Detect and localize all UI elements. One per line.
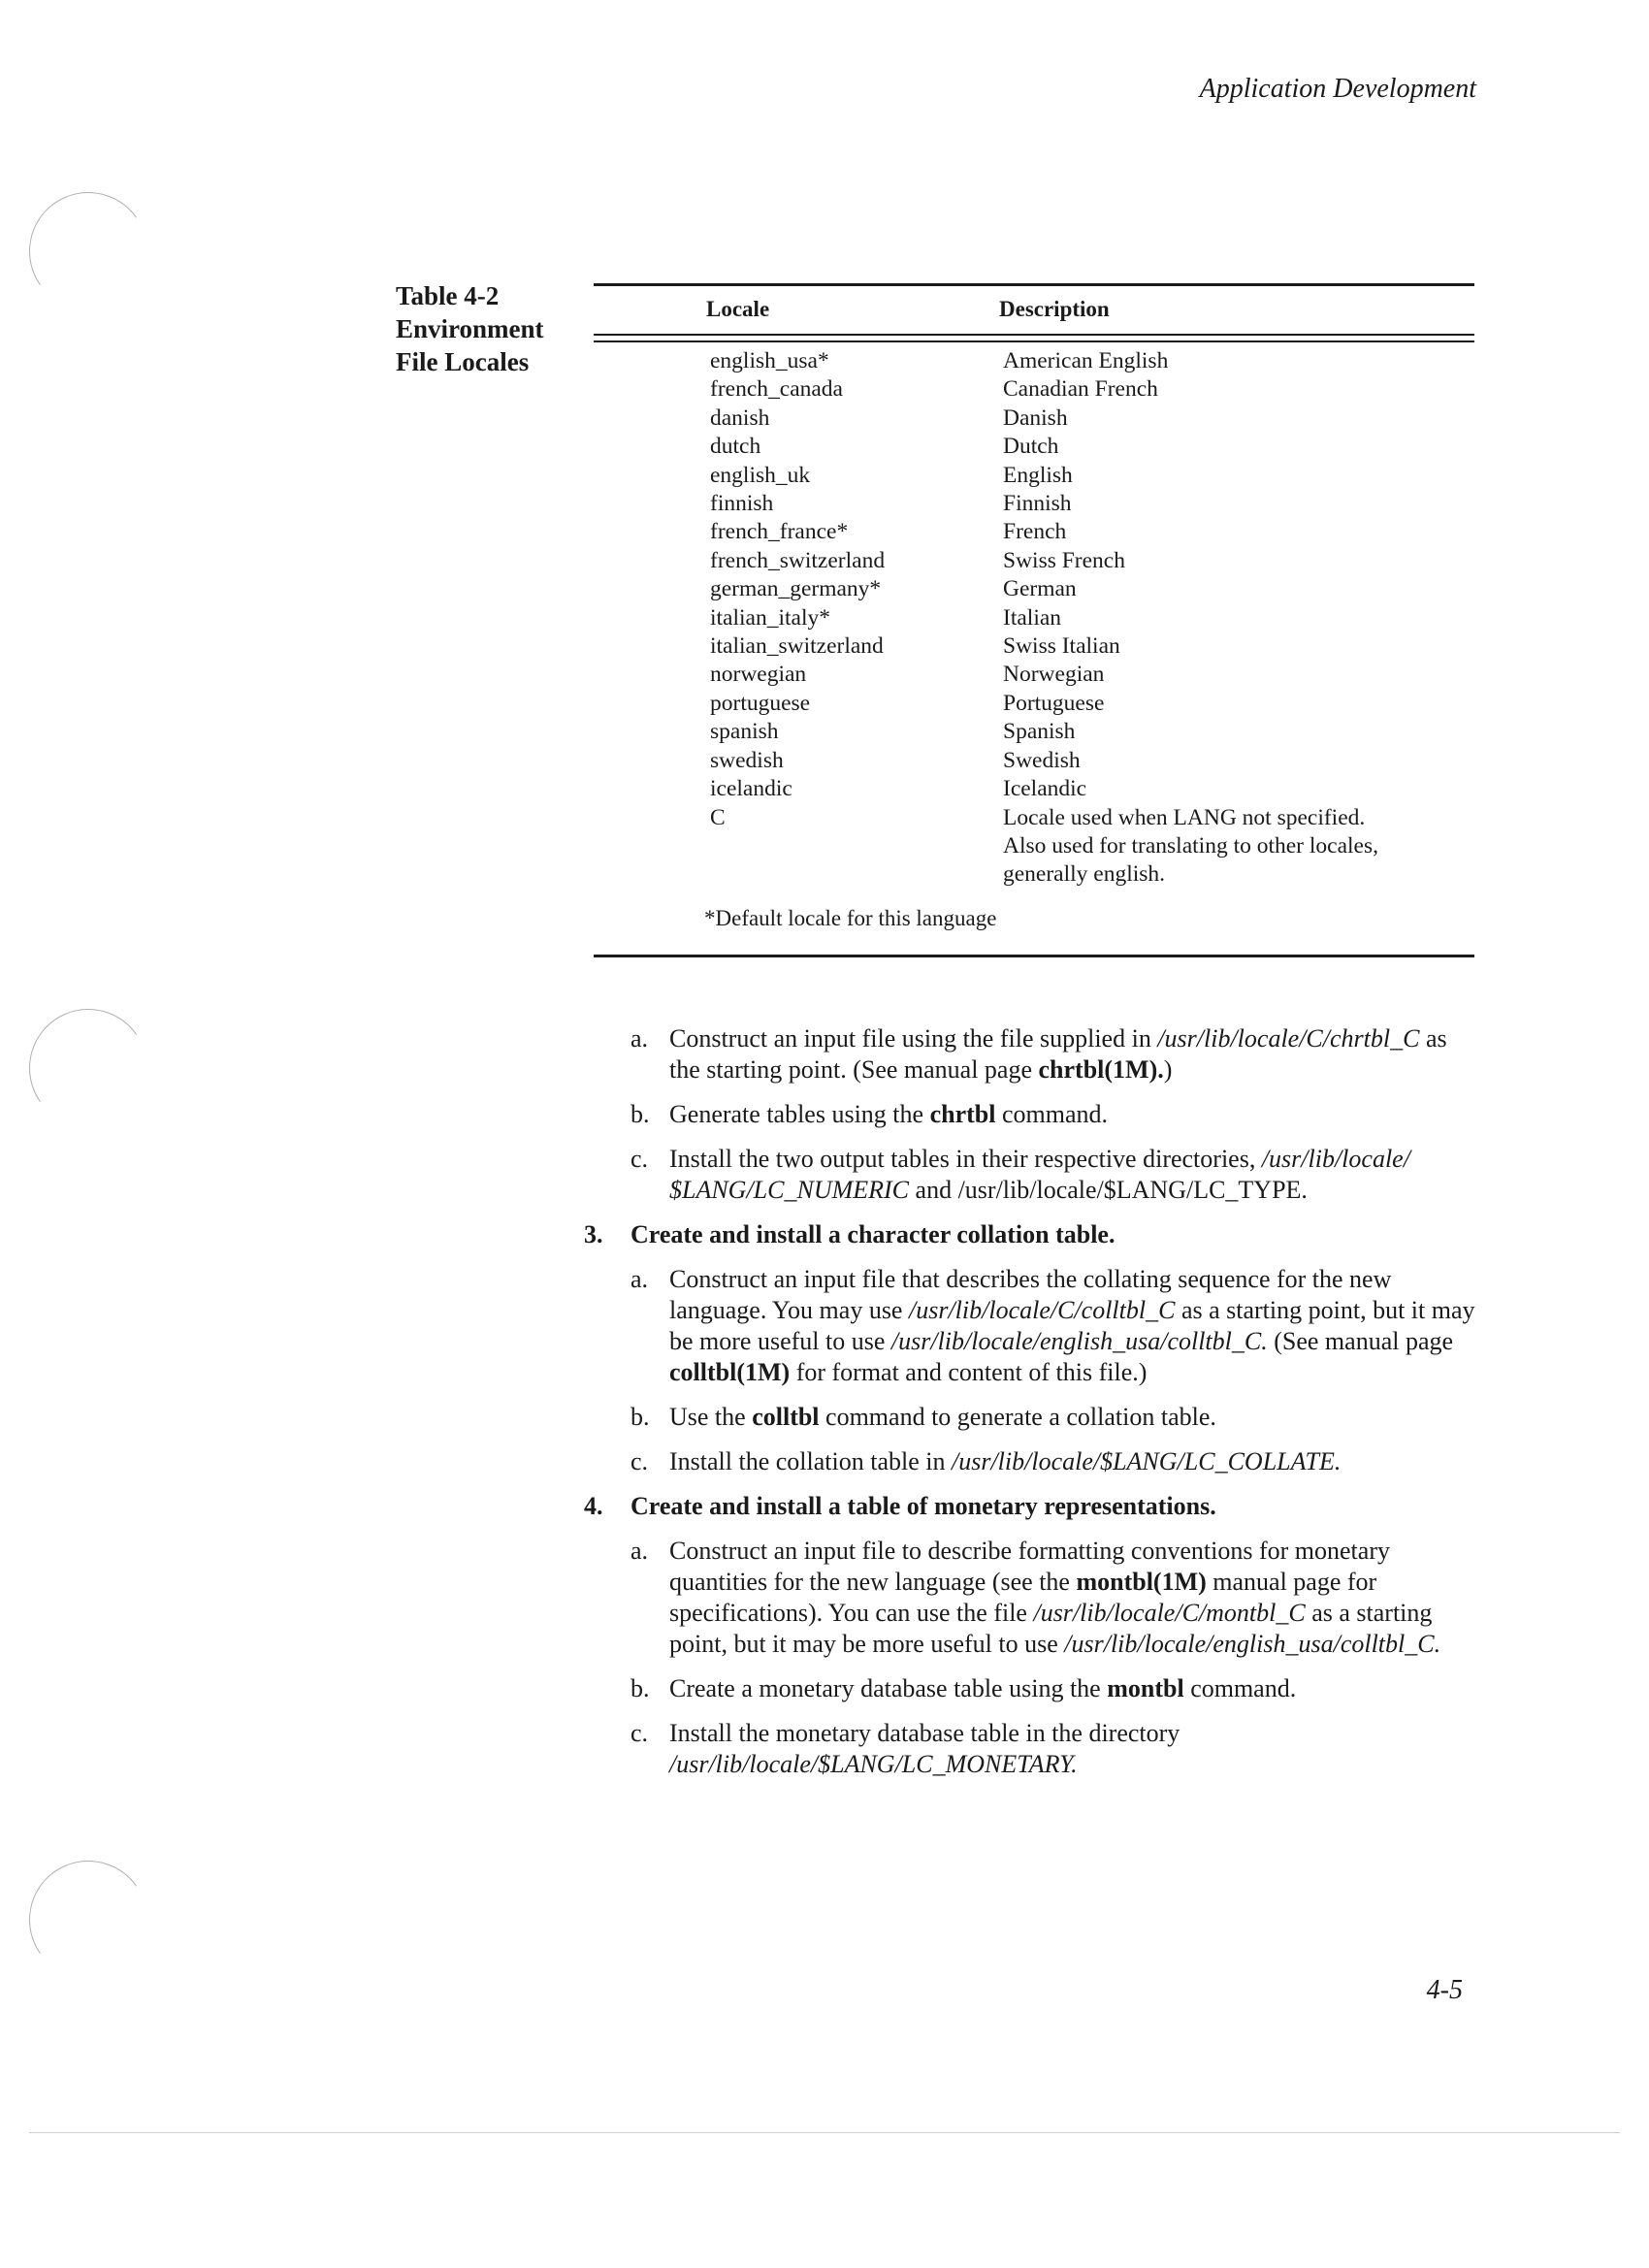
locale-cell: danish	[710, 405, 770, 431]
file-path: /usr/lib/locale/ $LANG/LC_NUMERIC	[669, 1145, 1410, 1204]
header-rule	[594, 340, 1474, 342]
step-text: command.	[995, 1100, 1108, 1128]
step-label: c.	[630, 1719, 649, 1747]
description-cell: French	[1003, 519, 1067, 545]
table-row	[710, 405, 1486, 433]
binder-hole-mark	[19, 999, 156, 1136]
locale-cell: english_usa*	[710, 348, 829, 373]
caption-line: Environment	[396, 314, 544, 343]
description-cell: German	[1003, 576, 1077, 602]
file-path: /usr/lib/locale/C/chrtbl_C	[1157, 1024, 1420, 1053]
locale-table-body	[710, 347, 1486, 890]
step-label: c.	[630, 1447, 649, 1475]
step-title: Create and install a character collation table.	[630, 1220, 1116, 1248]
file-path: /usr/lib/locale/$LANG/LC_MONETARY.	[669, 1750, 1078, 1778]
table-row	[710, 747, 1486, 775]
step-2a	[584, 1023, 1476, 1085]
locale-cell: C	[710, 804, 726, 830]
description-cell: Locale used when LANG not specified. Also used for translating to other locales, generally english.	[1003, 804, 1379, 888]
file-path: /usr/lib/locale/C/colltbl_C	[908, 1296, 1176, 1324]
description-cell: Portuguese	[1003, 690, 1105, 716]
table-row	[710, 604, 1486, 632]
step-text: command.	[1183, 1674, 1297, 1702]
description-cell: American English	[1003, 348, 1169, 373]
description-cell: Spanish	[1003, 719, 1076, 745]
step-4a	[584, 1536, 1476, 1660]
command-name: colltbl	[752, 1403, 820, 1431]
step-3b	[584, 1402, 1476, 1433]
step-text: Install the monetary database table in the directory	[669, 1719, 1180, 1747]
table-row	[710, 490, 1486, 518]
table-row	[710, 804, 1486, 890]
table-top-rule	[594, 283, 1474, 286]
step-text: for format and content of this file.)	[790, 1358, 1148, 1386]
column-header-locale: Locale	[706, 297, 770, 321]
step-3-heading	[584, 1219, 1476, 1250]
locale-cell: italian_italy*	[710, 604, 830, 631]
step-text: command to generate a collation table.	[819, 1403, 1216, 1431]
step-2b	[584, 1099, 1476, 1130]
locale-cell: norwegian	[710, 662, 807, 688]
locale-cell: french_switzerland	[710, 547, 886, 573]
description-cell: Swiss Italian	[1003, 633, 1120, 660]
step-label: a.	[630, 1537, 649, 1565]
locale-cell: french_canada	[710, 376, 843, 403]
running-header: Application Development	[1199, 74, 1476, 104]
file-path: /usr/lib/locale/english_usa/colltbl_C.	[890, 1327, 1268, 1355]
description-cell: Canadian French	[1003, 376, 1158, 403]
description-cell: Norwegian	[1003, 662, 1105, 688]
step-label: a.	[630, 1265, 649, 1293]
manual-page-ref: chrtbl(1M).	[1038, 1055, 1164, 1084]
table-footnote: *Default locale for this language	[704, 906, 997, 930]
step-title: Create and install a table of monetary representations.	[630, 1492, 1216, 1520]
table-bottom-rule	[594, 955, 1474, 957]
manual-page-ref: montbl(1M)	[1076, 1568, 1207, 1596]
step-text: and /usr/lib/locale/$LANG/LC_TYPE.	[909, 1176, 1308, 1204]
description-cell: Swedish	[1003, 747, 1081, 773]
table-row	[710, 718, 1486, 746]
step-label: c.	[630, 1145, 649, 1173]
step-text: Generate tables using the	[669, 1100, 930, 1128]
locale-cell: icelandic	[710, 776, 792, 802]
step-text: Use the	[669, 1403, 753, 1431]
step-text: Construct an input file that describes the collating sequence for the new language. You may use	[669, 1265, 1392, 1324]
table-row	[710, 775, 1486, 803]
step-text: (See manual page	[1267, 1327, 1454, 1355]
caption-line: Table 4-2	[396, 281, 500, 310]
description-cell: Swiss French	[1003, 547, 1125, 573]
step-text: Construct an input file to describe formatting conventions for monetary quantities for the new language (see the	[669, 1537, 1390, 1596]
table-row	[710, 347, 1486, 375]
step-number: 4.	[584, 1492, 603, 1520]
description-cell: Danish	[1003, 405, 1068, 431]
procedure-steps	[584, 1023, 1476, 1794]
step-3a	[584, 1264, 1476, 1388]
table-row	[710, 575, 1486, 603]
caption-line: File Locales	[396, 347, 530, 376]
step-text: as a starting point, but it may be more useful to use	[669, 1599, 1433, 1658]
locale-cell: italian_switzerland	[710, 633, 884, 660]
binder-hole-mark	[19, 182, 156, 319]
table-row	[710, 661, 1486, 689]
step-text: Install the collation table in	[669, 1447, 952, 1475]
command-name: montbl	[1107, 1674, 1184, 1702]
table-row	[710, 632, 1486, 661]
binder-hole-mark	[19, 1851, 156, 1988]
scan-edge-line	[29, 2132, 1620, 2133]
step-number: 3.	[584, 1220, 603, 1248]
locale-cell: french_france*	[710, 519, 849, 545]
locale-cell: english_uk	[710, 462, 811, 488]
description-cell: Dutch	[1003, 434, 1059, 460]
step-label: b.	[630, 1403, 650, 1431]
step-4-heading	[584, 1491, 1476, 1522]
page-number: 4-5	[1426, 1975, 1463, 2005]
table-row	[710, 433, 1486, 461]
description-cell: Italian	[1003, 604, 1062, 631]
step-label: b.	[630, 1100, 650, 1128]
locale-cell: portuguese	[710, 690, 811, 716]
locale-cell: german_germany*	[710, 576, 882, 602]
locale-cell: finnish	[710, 491, 774, 517]
description-cell: Icelandic	[1003, 776, 1087, 802]
table-row	[710, 375, 1486, 404]
file-path: /usr/lib/locale/$LANG/LC_COLLATE.	[951, 1447, 1342, 1475]
step-3c	[584, 1446, 1476, 1477]
locale-cell: dutch	[710, 434, 761, 460]
file-path: /usr/lib/locale/C/montbl_C	[1033, 1599, 1306, 1627]
step-text: )	[1163, 1055, 1173, 1084]
description-cell: Finnish	[1003, 491, 1072, 517]
locale-cell: swedish	[710, 747, 784, 773]
table-caption	[396, 279, 580, 378]
step-text: as the starting point. (See manual page	[669, 1024, 1447, 1084]
table-row	[710, 462, 1486, 490]
table-row	[710, 547, 1486, 575]
manual-page-ref: colltbl(1M)	[669, 1358, 791, 1386]
step-4c	[584, 1718, 1476, 1780]
column-header-description: Description	[999, 297, 1110, 321]
step-text: Create a monetary database table using the	[669, 1674, 1108, 1702]
step-text: Install the two output tables in their respective directories,	[669, 1145, 1262, 1173]
step-text: manual page for specifications). You can use the file	[669, 1568, 1377, 1627]
step-4b	[584, 1673, 1476, 1704]
header-rule	[594, 334, 1474, 336]
step-label: a.	[630, 1024, 649, 1053]
description-cell: English	[1003, 462, 1073, 488]
locale-cell: spanish	[710, 719, 779, 745]
table-row	[710, 690, 1486, 718]
step-text: as a starting point, but it may be more useful to use	[669, 1296, 1475, 1355]
step-label: b.	[630, 1674, 650, 1702]
step-text: Construct an input file using the file supplied in	[669, 1024, 1158, 1053]
command-name: chrtbl	[929, 1100, 996, 1128]
step-2c	[584, 1144, 1476, 1206]
table-row	[710, 518, 1486, 546]
file-path: /usr/lib/locale/english_usa/colltbl_C.	[1064, 1630, 1441, 1658]
